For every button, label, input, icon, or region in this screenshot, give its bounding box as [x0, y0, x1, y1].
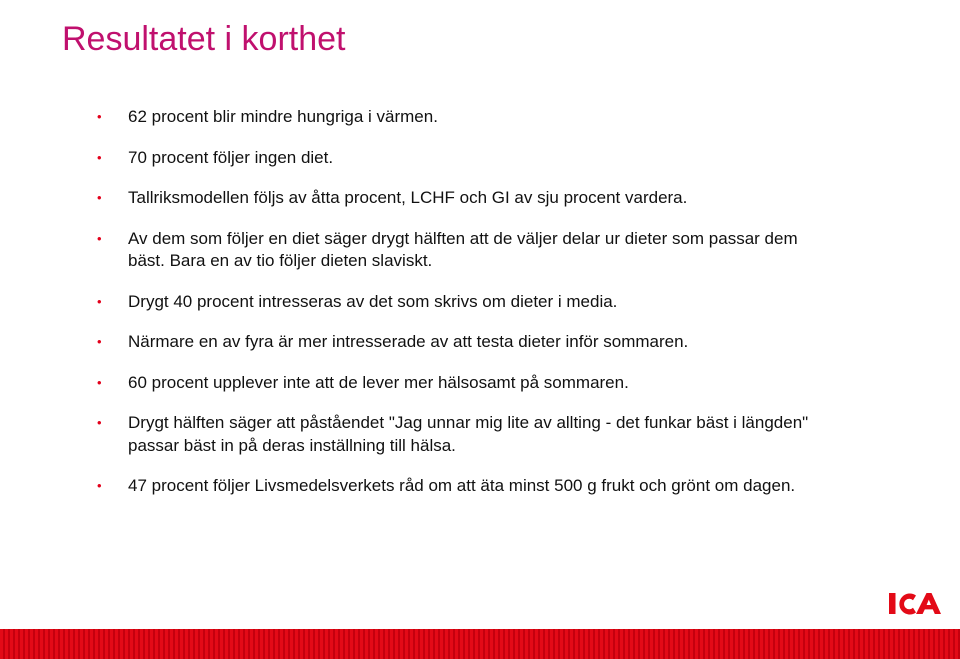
bullet-text: Drygt 40 procent intresseras av det som skrivs om dieter i media. [128, 291, 618, 311]
list-item [97, 291, 837, 314]
bullet-icon: • [97, 293, 102, 309]
bullet-text: Tallriksmodellen följs av åtta procent, LCHF och GI av sju procent vardera. [128, 188, 688, 207]
list-item [97, 106, 837, 129]
bullet-icon: • [97, 374, 102, 390]
bullet-icon: • [97, 478, 102, 493]
bullet-icon: • [97, 190, 102, 205]
list-item [97, 372, 837, 395]
list-item [97, 475, 837, 498]
list-item [97, 412, 837, 457]
bullet-text: Av dem som följer en diet säger drygt hälften att de väljer delar ur dieter som passar dem bäst. Bara en av tio följer dieten slaviskt. [128, 228, 798, 270]
footer-band [0, 629, 960, 659]
logo-letter-a [916, 593, 941, 614]
bullet-text: Närmare en av fyra är mer intresserade av att testa dieter inför sommaren. [128, 332, 689, 351]
bullet-list [97, 106, 837, 516]
list-item [97, 187, 837, 210]
logo-letter-i [889, 593, 896, 614]
bullet-icon: • [97, 334, 102, 349]
bullet-icon: • [97, 230, 102, 246]
list-item [97, 331, 837, 354]
slide-title: Resultatet i korthet [62, 19, 346, 58]
bullet-text: 70 procent följer ingen diet. [128, 147, 334, 167]
list-item [97, 228, 837, 273]
bullet-text: Drygt hälften säger att påståendet "Jag unnar mig lite av allting - det funkar bäst i längden" passar bäst in på deras inställning till hälsa. [128, 413, 809, 455]
bullet-text: 62 procent blir mindre hungriga i värmen. [128, 107, 438, 126]
bullet-text: 60 procent upplever inte att de lever mer hälsosamt på sommaren. [128, 372, 629, 392]
list-item [97, 147, 837, 170]
ica-logo [886, 589, 942, 619]
logo-letter-c [899, 594, 916, 615]
bullet-icon: • [97, 415, 102, 430]
bullet-icon: • [97, 109, 102, 124]
bullet-icon: • [97, 149, 102, 165]
bullet-text: 47 procent följer Livsmedelsverkets råd om att äta minst 500 g frukt och grönt om dagen. [128, 476, 796, 495]
